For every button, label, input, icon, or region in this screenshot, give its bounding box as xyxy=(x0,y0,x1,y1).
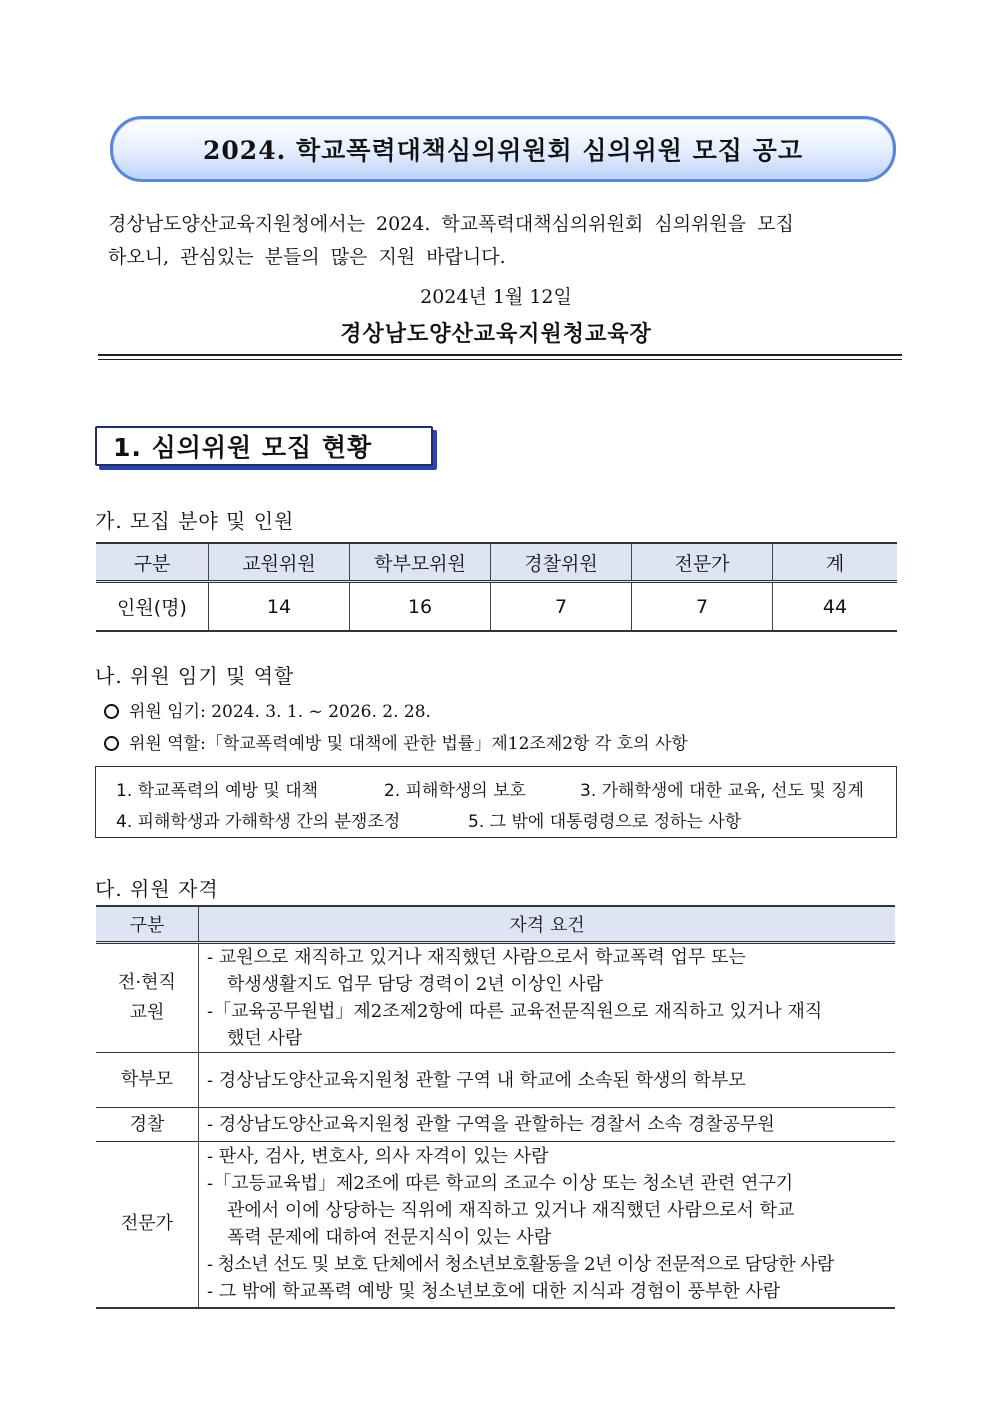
circle-bullet-icon xyxy=(104,736,119,751)
category-cell xyxy=(96,943,199,1053)
table-header-row xyxy=(96,906,895,943)
table-header-row xyxy=(96,543,897,582)
requirement-line: - 교원으로 재직하고 있거나 재직했던 사람으로서 학교폭력 업무 또는 xyxy=(207,947,746,968)
requirement-line: -「교육공무원법」제2조제2항에 따른 교육전문직원으로 재직하고 있거나 재직 xyxy=(207,1001,823,1022)
table-cell: 7 xyxy=(632,582,773,632)
recruitment-table xyxy=(96,542,897,632)
table-header-cell: 전문가 xyxy=(632,543,773,582)
requirement-line: - 판사, 검사, 변호사, 의사 자격이 있는 사람 xyxy=(207,1146,549,1168)
requirement-cell xyxy=(199,1053,896,1108)
table-header-cell: 자격 요건 xyxy=(199,906,896,943)
table-row xyxy=(96,1142,895,1308)
term-text: 위원 임기: 2024. 3. 1. ~ 2026. 2. 28. xyxy=(129,702,431,722)
table-header-cell: 교원위원 xyxy=(209,543,350,582)
requirement-line: - 경상남도양산교육지원청 관할 구역을 관할하는 경찰서 소속 경찰공무원 xyxy=(207,1114,775,1135)
category-line: 교원 xyxy=(129,1002,165,1023)
table-cell: 14 xyxy=(209,582,350,632)
circle-bullet-icon xyxy=(104,704,119,719)
divider-thick xyxy=(98,354,902,356)
subheading-recruitment: 가. 모집 분야 및 인원 xyxy=(95,509,295,533)
table-header-cell: 구분 xyxy=(96,543,209,582)
announcement-date: 2024년 1월 12일 xyxy=(420,286,572,308)
table-cell: 44 xyxy=(773,582,898,632)
table-row xyxy=(96,943,895,1053)
table-cell: 16 xyxy=(350,582,491,632)
qualifications-table xyxy=(96,905,895,1309)
table-row xyxy=(96,1053,895,1108)
requirement-cell xyxy=(199,1108,896,1142)
title-banner xyxy=(110,116,896,182)
role-bullet xyxy=(104,729,688,754)
category-cell: 경찰 xyxy=(96,1108,199,1142)
intro-line-1: 경상남도양산교육지원청에서는 2024. 학교폭력대책심의위원회 심의위원을 모집 xyxy=(108,213,794,235)
requirement-line: - 그 밖에 학교폭력 예방 및 청소년보호에 대한 지식과 경험이 풍부한 사람 xyxy=(207,1281,781,1303)
table-cell: 인원(명) xyxy=(96,582,209,632)
category-cell: 전문가 xyxy=(96,1142,199,1308)
requirement-line: 관에서 이에 상당하는 직위에 재직하고 있거나 재직했던 사람으로서 학교 xyxy=(227,1200,795,1222)
term-bullet xyxy=(104,697,431,722)
requirement-line: -「고등교육법」제2조에 따른 학교의 조교수 이상 또는 청소년 관련 연구기 xyxy=(207,1173,794,1195)
role-item: 2. 피해학생의 보호 xyxy=(384,781,526,801)
table-cell: 7 xyxy=(491,582,632,632)
role-item: 1. 학교폭력의 예방 및 대책 xyxy=(116,781,319,801)
requirement-line: 했던 사람 xyxy=(227,1028,303,1049)
requirement-cell xyxy=(199,943,896,1053)
role-item: 3. 가해학생에 대한 교육, 선도 및 징계 xyxy=(580,781,864,801)
table-row xyxy=(96,1108,895,1142)
role-item: 4. 피해학생과 가해학생 간의 분쟁조정 xyxy=(116,812,401,832)
requirement-line: 폭력 문제에 대하여 전문지식이 있는 사람 xyxy=(227,1227,552,1249)
role-text: 위원 역할:「학교폭력예방 및 대책에 관한 법률」제12조제2항 각 호의 사항 xyxy=(129,734,688,754)
table-row xyxy=(96,582,897,632)
table-header-cell: 구분 xyxy=(96,906,199,943)
section-heading-box xyxy=(95,426,433,466)
signer: 경상남도양산교육지원청교육장 xyxy=(340,321,652,347)
intro-paragraph xyxy=(108,208,896,274)
intro-line-2: 하오니, 관심있는 분들의 많은 지원 바랍니다. xyxy=(108,246,506,268)
requirement-cell xyxy=(199,1142,896,1308)
subheading-qualifications: 다. 위원 자격 xyxy=(95,877,219,901)
requirement-line: - 경상남도양산교육지원청 관할 구역 내 학교에 소속된 학생의 학부모 xyxy=(207,1069,746,1091)
category-cell: 학부모 xyxy=(96,1053,199,1108)
table-header-cell: 경찰위원 xyxy=(491,543,632,582)
table-header-cell: 학부모위원 xyxy=(350,543,491,582)
requirement-line: - 청소년 선도 및 보호 단체에서 청소년보호활동을 2년 이상 전문적으로 담당한 사람 xyxy=(207,1254,834,1276)
subheading-term-role: 나. 위원 임기 및 역할 xyxy=(95,664,295,688)
roles-box xyxy=(95,766,897,838)
divider-thin xyxy=(98,359,902,360)
section-heading: 1. 심의위원 모집 현황 xyxy=(113,433,373,462)
table-header-cell: 계 xyxy=(773,543,898,582)
role-item: 5. 그 밖에 대통령령으로 정하는 사항 xyxy=(468,812,742,832)
requirement-line: 학생생활지도 업무 담당 경력이 2년 이상인 사람 xyxy=(227,974,604,995)
page-title: 2024. 학교폭력대책심의위원회 심의위원 모집 공고 xyxy=(203,136,803,165)
category-line: 전·현직 xyxy=(118,972,176,993)
